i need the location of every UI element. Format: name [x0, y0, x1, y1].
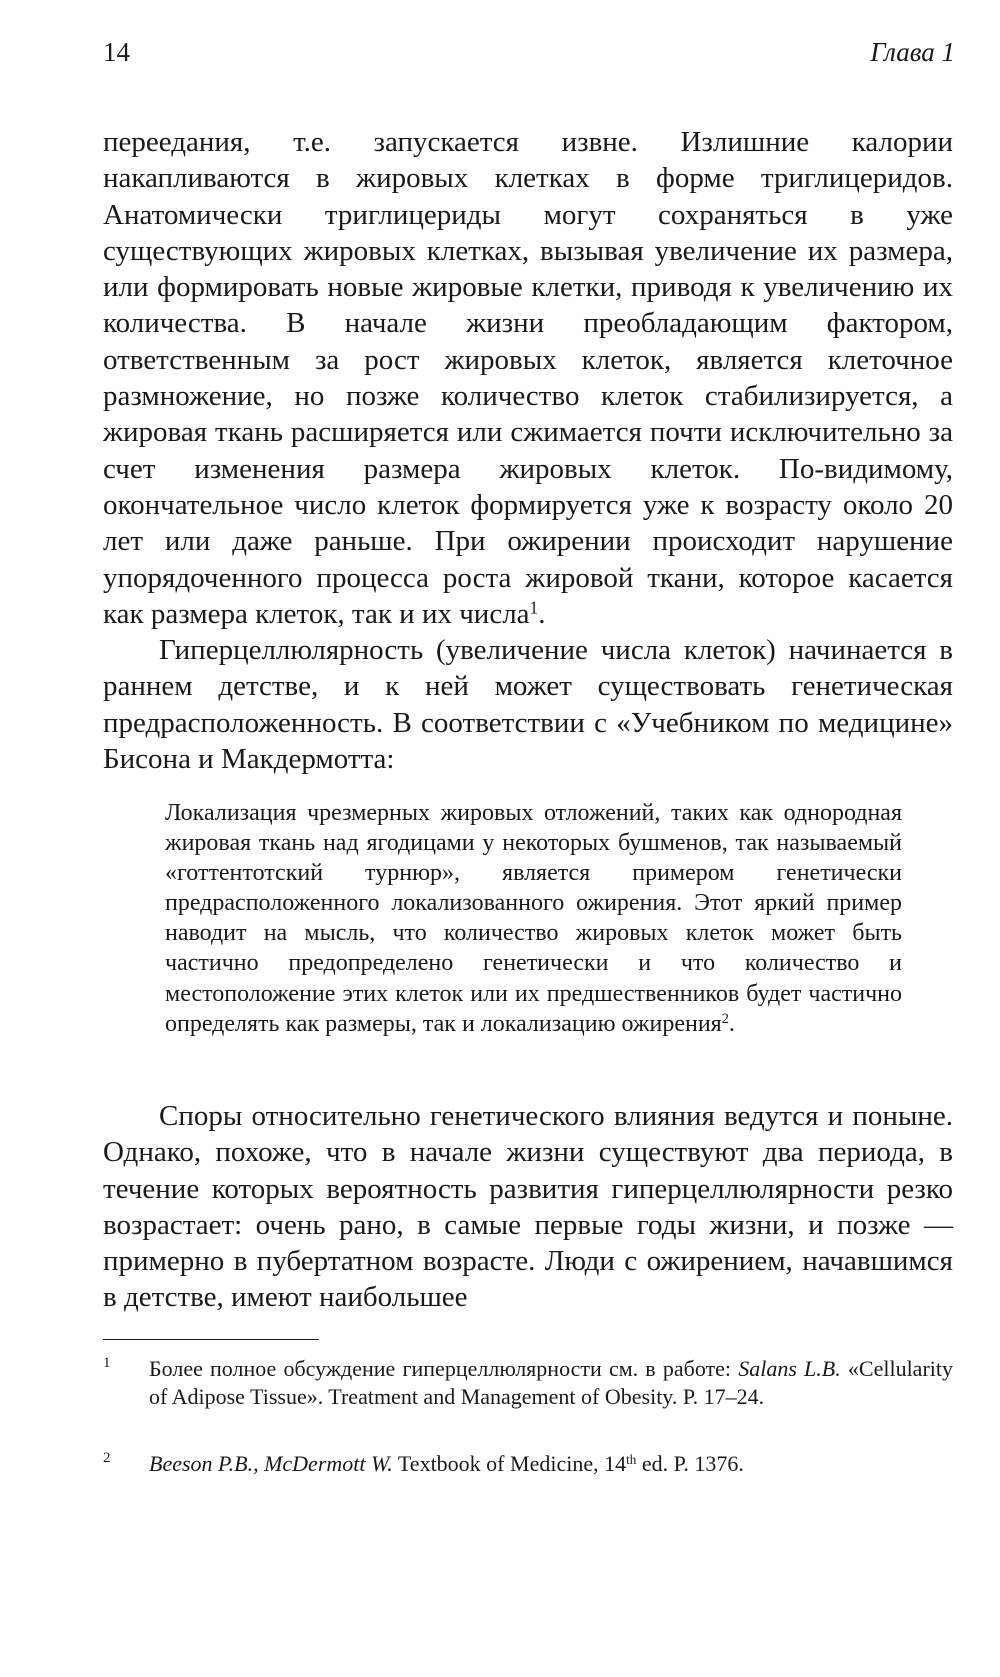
footnote-2-mark: 2: [103, 1450, 111, 1466]
footnote-1-text-before: Более полное обсуждение гиперцеллюлярности см. в работе:: [149, 1356, 739, 1381]
footnote-2-edition-sup: th: [626, 1451, 637, 1467]
footnote-2-page: ed. P. 1376.: [636, 1451, 744, 1476]
block-quote-text: Локализация чрезмерных жировых отложений, таких как однородная жировая ткань над ягодицами у некоторых бушменов, так называемый «готтентотский турнюр», является примером генетически предрасположенного локализованного ожирения. Этот яркий пример наводит на мысль, что количество жировых клеток может быть частично предопределено генетически и что количество и местоположение этих клеток или их предшественников будет частично определять как размеры, так и локализацию ожирения: [165, 800, 902, 1037]
footnote-ref-1[interactable]: 1: [529, 597, 539, 618]
footnote-1-mark: 1: [103, 1355, 111, 1371]
page-number: 14: [103, 37, 130, 67]
paragraph-1-text: переедания, т.е. запускается извне. Излишние калории накапливаются в жировых клетках в форме триглицеридов. Анатомически триглицериды могут сохраняться в уже существующих жировых клетках, вызывая увеличение их размера, или формировать новые жировые клетки, приводя к увеличению их количества. В начале жизни преобладающим фактором, ответственным за рост жировых клеток, является клеточное размножение, но позже количество клеток стабилизируется, а жировая ткань расширяется или сжимается почти исключительно за счет изменения размера жировых клеток. По-видимому, окончательное число клеток формируется уже к возрасту около 20 лет или даже раньше. При ожирении происходит нарушение упорядоченного процесса роста жировой ткани, которое касается как размера клеток, так и их числа: [103, 126, 953, 630]
paragraph-2: Гиперцеллюлярность (увеличение числа клеток) начинается в раннем детстве, и к ней может существовать генетическая предрасположенность. В соответствии с «Учебником по медицине» Бисона и Макдермотта:: [103, 634, 953, 775]
footnote-1-author: Salans L.B.: [738, 1356, 841, 1381]
paragraph-1: переедания, т.е. запускается извне. Излишние калории накапливаются в жировых клетках в форме триглицеридов. Анатомически триглицериды могут сохраняться в уже существующих жировых клетках, вызывая увеличение их размера, или формировать новые жировые клетки, приводя к увеличению их количества. В начале жизни преобладающим фактором, ответственным за рост жировых клеток, является клеточное размножение, но позже количество клеток стабилизируется, а жировая ткань расширяется или сжимается почти исключительно за счет изменения размера жировых клеток. По-видимому, окончательное число клеток формируется уже к возрасту около 20 лет или даже раньше. При ожирении происходит нарушение упорядоченного процесса роста жировой ткани, которое касается как размера клеток, так и их числа$^1$.: [103, 126, 953, 630]
footnote-ref-2[interactable]: 2: [721, 1010, 729, 1027]
footnote-2: [103, 1450, 953, 1478]
running-head: [103, 36, 955, 68]
footnote-1-text: [149, 1355, 953, 1410]
paragraph-3: Споры относительно генетического влияния ведутся и поныне. Однако, похоже, что в начале жизни существуют два периода, в течение которых вероятность развития гиперцеллюлярности резко возрастает: очень рано, в самые первые годы жизни, и позже — примерно в пубертатном возрасте. Люди с ожирением, начавшимся в детстве, имеют наибольшее: [103, 1100, 953, 1314]
footnote-2-title: Textbook of Medicine, 14: [392, 1451, 627, 1476]
footnote-2-authors: Beeson P.B., McDermott W.: [149, 1451, 393, 1476]
block-quote: Локализация чрезмерных жировых отложений, таких как однородная жировая ткань над ягодицами у некоторых бушменов, так называемый «готтентотский турнюр», является примером генетически предрасположенного локализованного ожирения. Этот яркий пример наводит на мысль, что количество жировых клеток может быть частично предопределено генетически и что количество и местоположение этих клеток или их предшественников будет частично определять как размеры, так и локализацию ожирения$^2$.: [165, 800, 902, 1037]
chapter-title: Глава 1: [870, 37, 955, 67]
footnote-1-text-after: «Cellularity of Adipose Tissue». Treatment and Management of Obesity. P. 17–24.: [149, 1356, 953, 1409]
footnote-2-text: [149, 1450, 953, 1478]
footnote-1: [103, 1355, 953, 1410]
footnote-separator: [103, 1339, 319, 1340]
